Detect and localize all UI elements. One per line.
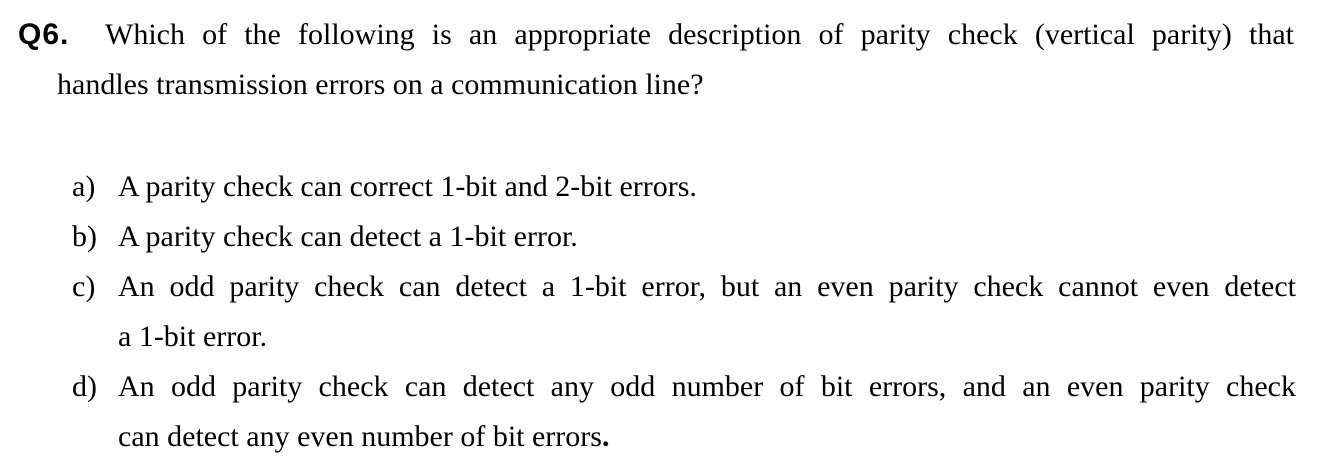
options-list (0, 162, 1330, 462)
question-number: Q6. (18, 18, 70, 51)
option-letter: a) (72, 170, 96, 203)
question-block (0, 10, 1330, 110)
question-line-1 (0, 10, 1294, 60)
option-row-a (72, 162, 1296, 212)
option-letter: c) (72, 270, 96, 303)
option-line: A parity check can detect a 1-bit error. (118, 220, 578, 253)
option-line: An odd parity check can detect any odd number of bit errors, and an even parity check (118, 370, 1296, 403)
option-text (118, 362, 1296, 462)
question-text-line-1: Which of the following is an appropriate description of parity check (vertical parity) that (105, 18, 1294, 51)
option-letter: b) (72, 220, 97, 253)
option-text (118, 262, 1296, 362)
option-line: can detect any even number of bit errors. (118, 420, 610, 453)
option-line: An odd parity check can detect a 1-bit error, but an even parity check cannot even detect (118, 270, 1296, 303)
option-line: a 1-bit error. (118, 320, 268, 353)
option-row-c (72, 262, 1296, 362)
option-row-d (72, 362, 1296, 462)
option-line: A parity check can correct 1-bit and 2-bit errors. (118, 170, 697, 203)
option-text (118, 162, 1296, 212)
option-row-b (72, 212, 1296, 262)
question-line-2: handles transmission errors on a communication line? (57, 68, 704, 101)
option-letter: d) (72, 370, 97, 403)
bold-period: . (601, 420, 610, 453)
option-text (118, 212, 1296, 262)
